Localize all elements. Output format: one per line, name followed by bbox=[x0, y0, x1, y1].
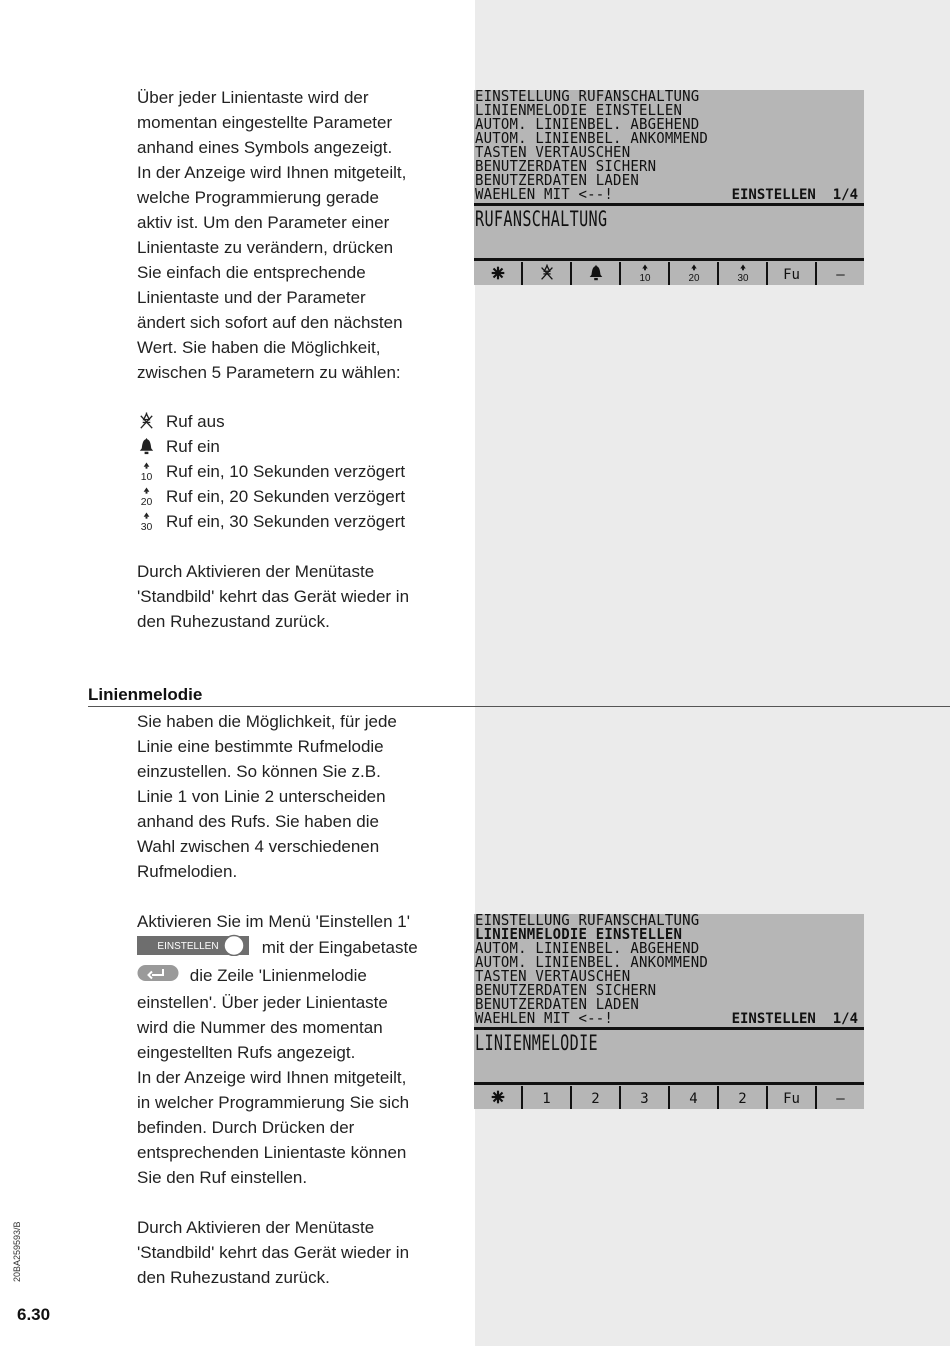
softkey-label: 2 bbox=[738, 1091, 747, 1107]
legend-label: Ruf ein, 10 Sekunden verzögert bbox=[166, 462, 406, 481]
lcd-menu-item: AUTOM. LINIENBEL. ABGEHEND bbox=[475, 940, 700, 958]
legend-symbol bbox=[137, 462, 166, 481]
text-line: zwischen 5 Parametern zu wählen: bbox=[137, 363, 401, 382]
lcd-divider bbox=[474, 258, 864, 261]
text-line: einzustellen. So können Sie z.B. bbox=[137, 762, 381, 781]
ruf-ein-icon bbox=[137, 437, 156, 456]
text-fragment: mit der Eingabetaste bbox=[261, 937, 418, 957]
asterisk-icon bbox=[489, 1088, 507, 1106]
icon-number: 30 bbox=[140, 522, 153, 531]
text-line: Sie einfach die entsprechende bbox=[137, 263, 366, 282]
text-line: Rufmelodien. bbox=[137, 862, 238, 881]
text-line: Linientaste zu verändern, drücken bbox=[137, 238, 394, 257]
softkey-label: — bbox=[836, 267, 845, 283]
softkey-label: Fu bbox=[783, 267, 800, 283]
legend-item bbox=[137, 484, 457, 509]
text-line: in welcher Programmierung Sie sich bbox=[137, 1093, 410, 1113]
legend-symbol bbox=[137, 512, 166, 531]
text-line: In der Anzeige wird Ihnen mitgeteilt, bbox=[137, 163, 407, 182]
parameter-legend bbox=[137, 409, 457, 534]
lcd-status: EINSTELLEN 1/4 bbox=[731, 187, 858, 203]
legend-label: Ruf aus bbox=[166, 412, 225, 431]
lcd-softkeys bbox=[474, 262, 864, 285]
legend-item bbox=[137, 434, 457, 459]
text-line: 'Standbild' kehrt das Gerät wieder in bbox=[137, 587, 410, 606]
icon-number: 20 bbox=[140, 497, 153, 506]
lcd-menu-item: BENUTZERDATEN SICHERN bbox=[475, 982, 657, 1000]
text-line: Linie 1 von Linie 2 unterscheiden bbox=[137, 787, 386, 806]
icon-number: 10 bbox=[639, 272, 650, 282]
lcd-menu-item: WAEHLEN MIT <--! bbox=[475, 186, 614, 204]
lcd-menu-item: EINSTELLUNG RUFANSCHALTUNG bbox=[475, 88, 700, 106]
text-fragment: die Zeile 'Linienmelodie bbox=[189, 966, 367, 985]
lcd-menu-item: TASTEN VERTAUSCHEN bbox=[475, 968, 631, 986]
legend-item bbox=[137, 409, 457, 434]
einstellen-key-label: EINSTELLEN bbox=[157, 941, 219, 952]
lcd-softkey bbox=[619, 1086, 668, 1109]
ruf-aus-icon bbox=[137, 412, 156, 431]
lcd-divider bbox=[474, 1027, 864, 1030]
text-line: Durch Aktivieren der Menütaste bbox=[137, 1218, 375, 1238]
text-line: anhand eines Symbols angezeigt. bbox=[137, 138, 393, 157]
text-line: ändert sich sofort auf den nächsten bbox=[137, 313, 403, 332]
text-line: den Ruhezustand zurück. bbox=[137, 1268, 330, 1288]
lcd-menu-item: AUTOM. LINIENBEL. ABGEHEND bbox=[475, 116, 700, 134]
text-line: eingestellten Rufs angezeigt. bbox=[137, 1043, 356, 1063]
text-line: Linientaste und der Parameter bbox=[137, 288, 366, 307]
text-line: welche Programmierung gerade bbox=[137, 188, 379, 207]
text-line: aktiv ist. Um den Parameter einer bbox=[137, 213, 390, 232]
ruf-30-icon bbox=[734, 264, 752, 282]
text-line: Wahl zwischen 4 verschiedenen bbox=[137, 837, 380, 856]
lcd-menu-item: EINSTELLUNG RUFANSCHALTUNG bbox=[475, 912, 700, 930]
text-line: anhand des Rufs. Sie haben die bbox=[137, 812, 379, 831]
lcd-softkey bbox=[717, 262, 766, 285]
text-line: einstellen'. Über jeder Linientaste bbox=[137, 993, 388, 1013]
lcd-menu-item: WAEHLEN MIT <--! bbox=[475, 1010, 614, 1028]
section2-intro bbox=[137, 709, 457, 884]
section1-paragraph bbox=[137, 85, 457, 385]
document-code: 20BA259593/B bbox=[12, 1221, 22, 1282]
text-line: Linie eine bestimmte Rufmelodie bbox=[137, 737, 384, 756]
section1-closing bbox=[137, 559, 457, 634]
text-line: den Ruhezustand zurück. bbox=[137, 612, 330, 631]
lcd-menu-item: TASTEN VERTAUSCHEN bbox=[475, 144, 631, 162]
legend-label: Ruf ein bbox=[166, 437, 220, 456]
legend-item bbox=[137, 459, 457, 484]
lcd-display-linienmelodie bbox=[474, 914, 864, 1109]
softkey-label: 4 bbox=[689, 1091, 698, 1107]
softkey-label: 1 bbox=[542, 1091, 551, 1107]
text-line: Aktivieren Sie im Menü 'Einstellen 1' bbox=[137, 912, 410, 931]
text-line bbox=[137, 963, 457, 990]
lcd-softkey bbox=[815, 262, 864, 285]
legend-symbol bbox=[137, 437, 166, 456]
lcd-menu-item: AUTOM. LINIENBEL. ANKOMMEND bbox=[475, 130, 708, 148]
text-line: Durch Aktivieren der Menütaste bbox=[137, 562, 375, 581]
lcd-status: EINSTELLEN 1/4 bbox=[731, 1011, 858, 1027]
legend-item bbox=[137, 509, 457, 534]
ruf-10-icon bbox=[137, 462, 156, 481]
text-line: wird die Nummer des momentan bbox=[137, 1018, 383, 1038]
lcd-softkey bbox=[668, 262, 717, 285]
lcd-title: RUFANSCHALTUNG bbox=[475, 207, 608, 231]
lcd-menu-item: BENUTZERDATEN LADEN bbox=[475, 996, 639, 1014]
legend-symbol bbox=[137, 487, 166, 506]
enter-key-icon bbox=[137, 963, 179, 990]
section-rule bbox=[88, 706, 950, 707]
softkey-label: — bbox=[836, 1091, 845, 1107]
text-line: Sie haben die Möglichkeit, für jede bbox=[137, 712, 397, 731]
lcd-softkey bbox=[717, 1086, 766, 1109]
lcd-softkey bbox=[815, 1086, 864, 1109]
text-line bbox=[137, 934, 457, 963]
lcd-softkey bbox=[766, 262, 815, 285]
icon-number: 10 bbox=[140, 472, 153, 481]
softkey-label: 3 bbox=[640, 1091, 649, 1107]
legend-symbol bbox=[137, 412, 166, 431]
lcd-softkey bbox=[521, 1086, 570, 1109]
lcd-softkey bbox=[570, 262, 619, 285]
lcd-softkey bbox=[668, 1086, 717, 1109]
ruf-20-icon bbox=[137, 487, 156, 506]
lcd-menu-item: BENUTZERDATEN SICHERN bbox=[475, 158, 657, 176]
section2-instructions bbox=[137, 909, 457, 1290]
lcd-softkey bbox=[474, 1086, 521, 1109]
lcd-softkey bbox=[521, 262, 570, 285]
softkey-label: Fu bbox=[783, 1091, 800, 1107]
section-heading: Linienmelodie bbox=[88, 685, 203, 704]
lcd-menu-item: LINIENMELODIE EINSTELLEN bbox=[475, 926, 683, 944]
lcd-divider bbox=[474, 203, 864, 206]
icon-number: 20 bbox=[688, 272, 699, 282]
lcd-title: LINIENMELODIE bbox=[475, 1031, 599, 1055]
asterisk-icon bbox=[489, 264, 507, 282]
ruf-30-icon bbox=[137, 512, 156, 531]
einstellen-key bbox=[137, 934, 249, 963]
ruf-aus-icon bbox=[538, 264, 556, 282]
lcd-display-rufanschaltung bbox=[474, 90, 864, 285]
lcd-menu-item: BENUTZERDATEN LADEN bbox=[475, 172, 639, 190]
ruf-ein-icon bbox=[587, 264, 605, 282]
text-line: 'Standbild' kehrt das Gerät wieder in bbox=[137, 1243, 410, 1263]
text-line: momentan eingestellte Parameter bbox=[137, 113, 393, 132]
text-line: In der Anzeige wird Ihnen mitgeteilt, bbox=[137, 1068, 407, 1088]
lcd-softkey bbox=[619, 262, 668, 285]
text-line: entsprechenden Linientaste können bbox=[137, 1143, 407, 1163]
lcd-menu-item: LINIENMELODIE EINSTELLEN bbox=[475, 102, 683, 120]
ruf-20-icon bbox=[685, 264, 703, 282]
text-line: Über jeder Linientaste wird der bbox=[137, 88, 369, 107]
lcd-divider bbox=[474, 1082, 864, 1085]
legend-label: Ruf ein, 20 Sekunden verzögert bbox=[166, 487, 406, 506]
text-line: Wert. Sie haben die Möglichkeit, bbox=[137, 338, 381, 357]
icon-number: 30 bbox=[737, 272, 748, 282]
softkey-label: 2 bbox=[591, 1091, 600, 1107]
text-line: Sie den Ruf einstellen. bbox=[137, 1168, 308, 1188]
lcd-softkey bbox=[474, 262, 521, 285]
lcd-softkeys bbox=[474, 1086, 864, 1109]
text-line: befinden. Durch Drücken der bbox=[137, 1118, 355, 1138]
legend-label: Ruf ein, 30 Sekunden verzögert bbox=[166, 512, 406, 531]
lcd-softkey bbox=[766, 1086, 815, 1109]
lcd-menu bbox=[475, 914, 863, 1026]
lcd-softkey bbox=[570, 1086, 619, 1109]
lcd-menu bbox=[475, 90, 863, 202]
ruf-10-icon bbox=[636, 264, 654, 282]
page-number: 6.30 bbox=[17, 1305, 51, 1324]
lcd-menu-item: AUTOM. LINIENBEL. ANKOMMEND bbox=[475, 954, 708, 972]
